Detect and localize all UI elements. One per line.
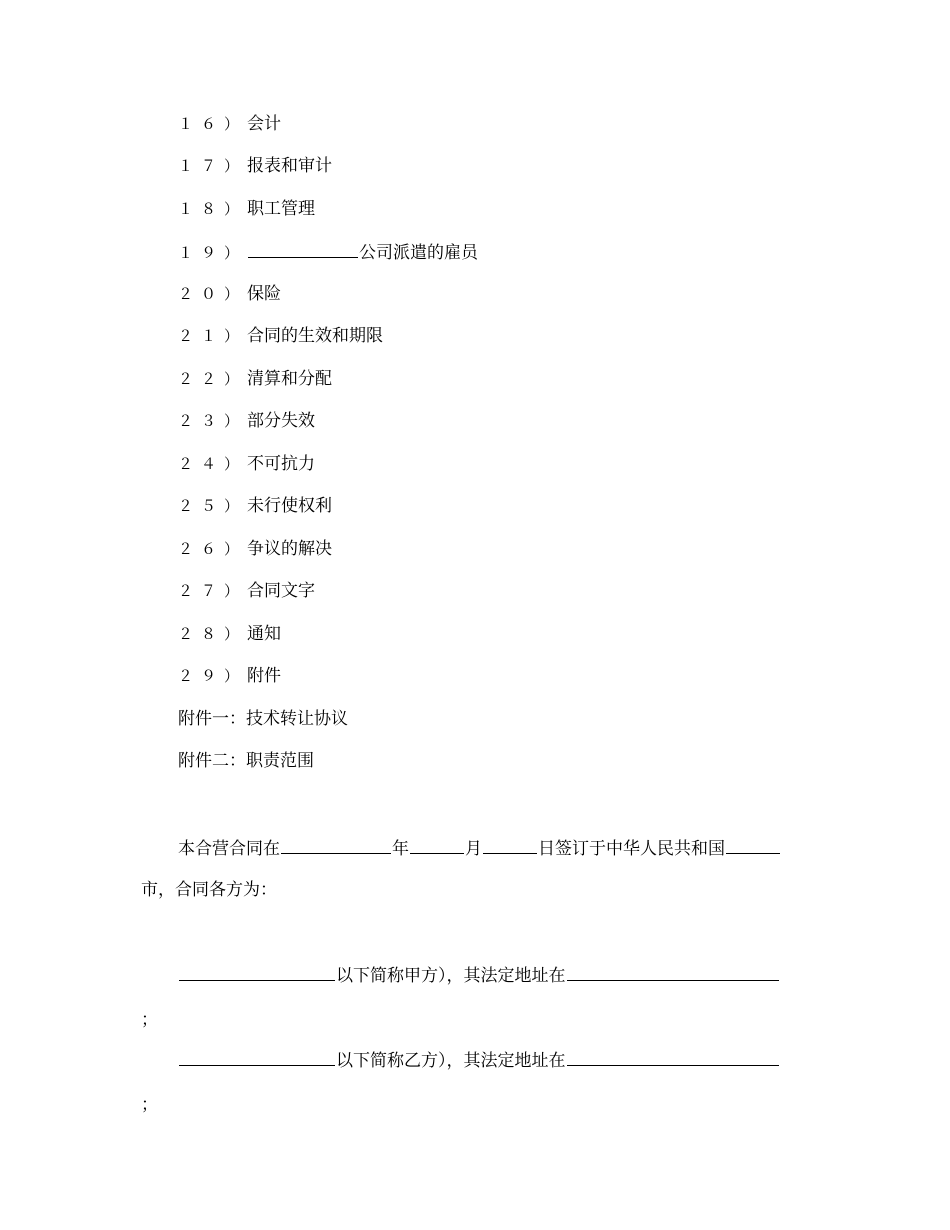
toc-item-23 [178,409,315,433]
day-signed-text: 日签订于中华人民共和国 [538,839,725,859]
toc-item-label: 不可抗力 [247,454,316,474]
toc-item-number: １７） [178,157,248,175]
month-label: 月 [465,839,482,859]
toc-item-19 [178,239,478,265]
toc-item-label: 未行使权利 [247,496,333,516]
toc-item-number: ２２） [178,370,248,388]
toc-item-number: ２５） [178,497,248,515]
year-label: 年 [392,839,409,859]
toc-item-number: ２８） [178,625,248,643]
toc-item-label: 保险 [247,284,282,304]
toc-item-16 [178,112,281,136]
toc-item-number: １９） [178,244,248,262]
toc-item-number: ２０） [178,285,248,303]
toc-item-number: ２７） [178,582,248,600]
toc-item-label: 职工管理 [247,199,316,219]
toc-item-28 [178,622,281,646]
toc-item-number: ２３） [178,412,248,430]
month-blank[interactable] [410,835,464,854]
party-a-text: 以下简称甲方），其法定地址在 [336,966,566,986]
intro-text: 本合营合同在 [178,839,280,859]
toc-item-22 [178,367,332,391]
party-b-line [178,1047,780,1073]
toc-item-label: 会计 [247,114,282,134]
toc-item-label: 部分失效 [247,411,316,431]
toc-item-label: 争议的解决 [247,539,333,559]
toc-item-26 [178,537,332,561]
toc-item-number: ２４） [178,455,248,473]
year-blank[interactable] [281,835,391,854]
party-a-name-blank[interactable] [179,962,335,981]
party-b-semicolon: ； [141,1095,158,1115]
toc-item-label: 报表和审计 [247,156,333,176]
toc-item-label: 公司派遣的雇员 [359,243,479,263]
toc-item-25 [178,494,332,518]
toc-item-label: 合同文字 [247,581,316,601]
toc-item-24 [178,452,315,476]
toc-item-label: 清算和分配 [247,369,333,389]
toc-item-label: 合同的生效和期限 [247,326,384,346]
toc-item-label: 附件 [247,666,282,686]
attachment-two: 附件二：职责范围 [178,751,314,771]
contract-intro-line2: 市，合同各方为： [141,880,277,900]
company-name-blank[interactable] [248,239,358,258]
toc-item-20 [178,282,281,306]
toc-item-17 [178,154,332,178]
contract-intro-line [178,835,781,861]
toc-item-number: ２６） [178,540,248,558]
toc-item-label: 通知 [247,624,282,644]
party-a-line [178,962,780,988]
toc-item-number: １８） [178,200,248,218]
day-blank[interactable] [483,835,537,854]
toc-item-number: １６） [178,115,248,133]
attachment-one: 附件一：技术转让协议 [178,709,348,729]
party-a-semicolon: ； [141,1010,158,1030]
party-a-address-blank[interactable] [567,962,779,981]
toc-item-18 [178,197,315,221]
party-b-address-blank[interactable] [567,1047,779,1066]
toc-item-number: ２９） [178,667,248,685]
toc-item-number: ２１） [178,327,248,345]
toc-item-21 [178,324,383,348]
toc-item-27 [178,579,315,603]
party-b-text: 以下简称乙方），其法定地址在 [336,1051,566,1071]
toc-item-29 [178,664,281,688]
party-b-name-blank[interactable] [179,1047,335,1066]
city-blank[interactable] [726,835,780,854]
